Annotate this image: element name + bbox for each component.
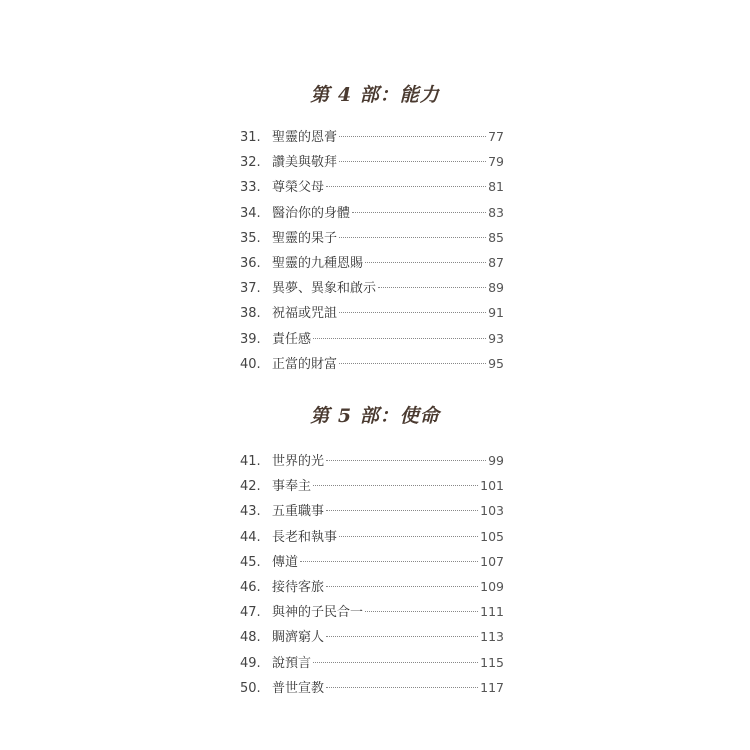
dot-leader (339, 237, 486, 238)
toc-entry[interactable] (240, 124, 504, 149)
dot-leader (326, 510, 478, 511)
toc-entry-title: 讚美與敬拜 (272, 155, 338, 171)
toc-entry[interactable] (240, 473, 504, 498)
toc-entry-title: 五重職事 (272, 504, 325, 520)
dot-leader (365, 611, 478, 612)
toc-entry-number: 43. (240, 504, 261, 520)
toc-entry-number: 40. (240, 356, 261, 372)
toc-entry-title: 正當的財富 (272, 356, 338, 372)
toc-entry-number: 49. (240, 655, 261, 671)
toc-entry-number: 31. (240, 130, 261, 145)
toc-entry-number: 46. (240, 579, 261, 595)
toc-entry-title: 說預言 (272, 655, 312, 671)
dot-leader (352, 212, 486, 213)
toc-entry-title: 尊榮父母 (272, 180, 325, 196)
dot-leader (313, 338, 486, 339)
toc-entry[interactable] (240, 200, 504, 225)
toc-entry[interactable] (240, 524, 504, 549)
toc-entry-page: 87 (488, 254, 504, 270)
dot-leader (378, 287, 486, 288)
dot-leader (326, 460, 486, 461)
toc-entry-page: 113 (480, 629, 504, 645)
toc-entry-page: 103 (480, 503, 504, 519)
toc-entry-title: 接待客旅 (272, 579, 325, 595)
toc-entry[interactable] (240, 174, 504, 199)
toc-entry-title: 責任感 (272, 331, 312, 347)
toc-entry-page: 91 (488, 305, 504, 321)
toc-entry-title: 聖靈的九種恩賜 (272, 255, 364, 271)
toc-entry[interactable] (240, 225, 504, 250)
toc-entry-number: 32. (240, 155, 261, 171)
toc-entry-page: 117 (480, 679, 504, 695)
toc-entry-page: 89 (488, 280, 504, 296)
toc-entry-page: 81 (488, 179, 504, 195)
toc-list-section-5 (240, 448, 504, 700)
toc-entry-title: 聖靈的恩膏 (272, 130, 338, 145)
section-5-title: 第 5 部：使命 (310, 405, 440, 427)
toc-entry-page: 83 (488, 204, 504, 220)
toc-entry[interactable] (240, 300, 504, 325)
toc-entry-page: 85 (488, 229, 504, 245)
toc-entry-title: 世界的光 (272, 454, 325, 469)
toc-entry-number: 47. (240, 605, 261, 621)
toc-entry[interactable] (240, 624, 504, 649)
dot-leader (300, 561, 478, 562)
dot-leader (339, 363, 486, 364)
toc-entry[interactable] (240, 574, 504, 599)
toc-entry-number: 41. (240, 454, 261, 469)
toc-entry-title: 聖靈的果子 (272, 230, 338, 246)
toc-entry-number: 45. (240, 554, 261, 570)
toc-entry-page: 95 (488, 355, 504, 371)
section-4-title: 第 4 部：能力 (310, 84, 440, 106)
dot-leader (326, 186, 486, 187)
toc-entry-page: 107 (480, 553, 504, 569)
toc-entry-title: 普世宣教 (272, 680, 325, 696)
toc-entry-page: 79 (488, 154, 504, 170)
toc-entry-title: 賙濟窮人 (272, 630, 325, 646)
toc-entry-page: 111 (480, 604, 504, 620)
toc-entry-page: 105 (480, 528, 504, 544)
toc-entry[interactable] (240, 599, 504, 624)
toc-entry-number: 39. (240, 331, 261, 347)
toc-entry-number: 48. (240, 630, 261, 646)
dot-leader (339, 161, 486, 162)
toc-entry-number: 33. (240, 180, 261, 196)
toc-entry[interactable] (240, 149, 504, 174)
toc-entry-title: 傳道 (272, 554, 299, 570)
dot-leader (313, 485, 478, 486)
toc-entry-number: 38. (240, 306, 261, 322)
toc-entry-page: 93 (488, 330, 504, 346)
toc-entry-title: 長老和執事 (272, 529, 338, 545)
toc-entry[interactable] (240, 275, 504, 300)
toc-entry[interactable] (240, 250, 504, 275)
dot-leader (339, 136, 486, 137)
toc-entry-title: 與神的子民合一 (272, 605, 364, 621)
toc-entry-page: 101 (480, 478, 504, 494)
dot-leader (365, 262, 486, 263)
toc-entry-title: 祝福或咒詛 (272, 306, 338, 322)
toc-entry-page: 77 (488, 129, 504, 144)
toc-entry-page: 115 (480, 654, 504, 670)
toc-entry[interactable] (240, 498, 504, 523)
toc-entry-number: 50. (240, 680, 261, 696)
dot-leader (326, 586, 478, 587)
toc-entry[interactable] (240, 448, 504, 473)
toc-entry[interactable] (240, 650, 504, 675)
toc-entry-number: 44. (240, 529, 261, 545)
dot-leader (339, 536, 478, 537)
toc-entry[interactable] (240, 351, 504, 376)
toc-entry-number: 42. (240, 479, 261, 495)
toc-entry-number: 36. (240, 255, 261, 271)
toc-entry[interactable] (240, 675, 504, 700)
dot-leader (326, 687, 478, 688)
toc-entry-title: 醫治你的身體 (272, 205, 351, 221)
toc-entry-number: 34. (240, 205, 261, 221)
toc-entry-title: 異夢、異象和啟示 (272, 281, 377, 297)
toc-entry-page: 99 (488, 453, 504, 468)
dot-leader (313, 662, 478, 663)
toc-entry-number: 35. (240, 230, 261, 246)
toc-list-section-4 (240, 124, 504, 376)
dot-leader (326, 636, 478, 637)
toc-entry-title: 事奉主 (272, 479, 312, 495)
toc-entry-page: 109 (480, 578, 504, 594)
dot-leader (339, 312, 486, 313)
toc-entry[interactable] (240, 549, 504, 574)
toc-entry-number: 37. (240, 281, 261, 297)
toc-entry[interactable] (240, 326, 504, 351)
